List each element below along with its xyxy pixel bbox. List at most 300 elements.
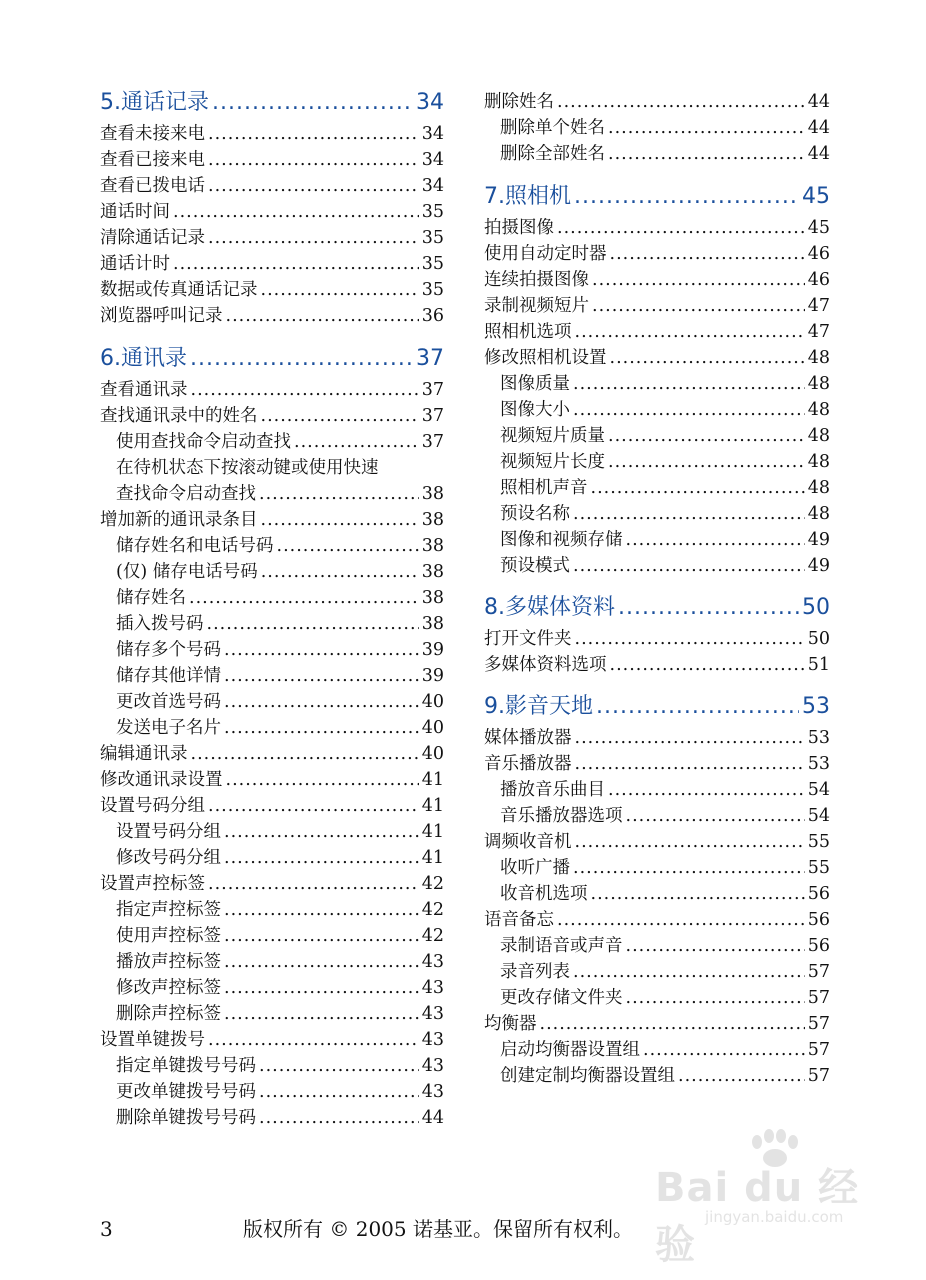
dot-leader — [189, 585, 419, 611]
watermark-logo-text: Bai du 经验 — [655, 1165, 860, 1268]
toc-entry-label: 收音机选项 — [500, 884, 588, 904]
toc-page-number: 38 — [421, 536, 444, 556]
toc-section-heading — [484, 180, 830, 214]
toc-page-number: 56 — [807, 884, 830, 904]
dot-leader — [591, 881, 805, 907]
toc-entry-label: 播放声控标签 — [116, 952, 221, 972]
toc-entry-label: 播放音乐曲目 — [500, 780, 605, 800]
toc-entry-label: 删除姓名 — [484, 92, 554, 112]
dot-leader — [575, 725, 805, 751]
dot-leader — [259, 481, 419, 507]
toc-subentry — [100, 663, 444, 689]
dot-leader — [208, 121, 419, 147]
toc-subentry — [484, 959, 830, 985]
dot-leader — [261, 507, 419, 533]
toc-entry-label: 发送电子名片 — [116, 718, 221, 738]
toc-entry-label: 删除全部姓名 — [500, 144, 605, 164]
dot-leader — [574, 180, 799, 214]
toc-entry-label: 通话计时 — [100, 254, 170, 274]
toc-page-number: 43 — [421, 978, 444, 998]
dot-leader — [678, 1063, 805, 1089]
toc-entry — [484, 215, 830, 241]
toc-entry — [100, 199, 444, 225]
toc-page-number: 35 — [421, 280, 444, 300]
toc-entry-label: 多媒体资料选项 — [484, 655, 607, 675]
toc-entry-label: 修改通讯录设置 — [100, 770, 223, 790]
toc-page-number: 49 — [807, 530, 830, 550]
dot-leader — [224, 949, 419, 975]
toc-subentry — [484, 803, 830, 829]
toc-page-number: 56 — [807, 936, 830, 956]
toc-subentry — [484, 475, 830, 501]
toc-page-number: 35 — [421, 254, 444, 274]
toc-entry-label: 设置单键拨号 — [100, 1030, 205, 1050]
toc-page-number: 44 — [807, 118, 830, 138]
toc-page-number: 39 — [421, 640, 444, 660]
toc-subentry — [100, 845, 444, 871]
toc-entry-label: 数据或传真通话记录 — [100, 280, 258, 300]
toc-entry — [484, 345, 830, 371]
toc-entry-label: 查找命令启动查找 — [116, 484, 256, 504]
toc-entry — [100, 767, 444, 793]
toc-entry — [484, 626, 830, 652]
toc-subentry — [484, 397, 830, 423]
toc-entry-label: 通话时间 — [100, 202, 170, 222]
toc-entry-label: 浏览器呼叫记录 — [100, 306, 223, 326]
toc-entry-label: 设置号码分组 — [100, 796, 205, 816]
toc-page-number: 48 — [807, 400, 830, 420]
toc-page-number: 41 — [421, 770, 444, 790]
toc-page-number: 38 — [421, 510, 444, 530]
dot-leader — [224, 1001, 419, 1027]
toc-page-number: 37 — [421, 432, 444, 452]
toc-entry — [100, 173, 444, 199]
toc-entry-label: 收听广播 — [500, 858, 570, 878]
dot-leader — [592, 293, 805, 319]
toc-subentry — [484, 553, 830, 579]
toc-subentry — [484, 985, 830, 1011]
dot-leader — [208, 871, 419, 897]
toc-page-number: 42 — [421, 874, 444, 894]
toc-entry-label: 查看已拨电话 — [100, 176, 205, 196]
toc-entry-label: 删除声控标签 — [116, 1004, 221, 1024]
toc-page-number: 37 — [416, 346, 444, 371]
dot-leader — [208, 1027, 419, 1053]
toc-entry-label: 储存其他详情 — [116, 666, 221, 686]
toc-entry-label: 照相机声音 — [500, 478, 588, 498]
toc-entry-label: 查看通讯录 — [100, 380, 188, 400]
dot-leader — [557, 215, 805, 241]
dot-leader — [608, 115, 805, 141]
dot-leader — [212, 86, 413, 120]
toc-entry-label: 创建定制均衡器设置组 — [500, 1066, 675, 1086]
dot-leader — [208, 793, 419, 819]
toc-subentry — [100, 533, 444, 559]
toc-page-number: 43 — [421, 952, 444, 972]
toc-entry-label: 修改声控标签 — [116, 978, 221, 998]
dot-leader — [610, 652, 805, 678]
toc-entry — [100, 251, 444, 277]
toc-entry-label: 图像和视频存储 — [500, 530, 623, 550]
toc-page-number: 45 — [807, 218, 830, 238]
toc-entry-label: 在待机状态下按滚动键或使用快速 — [116, 458, 379, 478]
toc-subentry — [484, 141, 830, 167]
toc-page-number: 57 — [807, 1014, 830, 1034]
toc-entry-label: 更改首选号码 — [116, 692, 221, 712]
toc-page-number: 38 — [421, 588, 444, 608]
toc-page-number: 43 — [421, 1082, 444, 1102]
toc-page-number: 36 — [421, 306, 444, 326]
toc-page-number: 57 — [807, 1040, 830, 1060]
dot-leader — [573, 959, 805, 985]
toc-page-number: 53 — [807, 754, 830, 774]
dot-leader — [618, 591, 799, 625]
toc-entry-label: 查看已接来电 — [100, 150, 205, 170]
toc-entry-label: 拍摄图像 — [484, 218, 554, 238]
toc-section-heading — [484, 690, 830, 724]
toc-entry-label: 更改存储文件夹 — [500, 988, 623, 1008]
dot-leader — [224, 975, 419, 1001]
toc-subentry — [484, 777, 830, 803]
toc-page-number: 41 — [421, 796, 444, 816]
toc-page-number: 39 — [421, 666, 444, 686]
dot-leader — [626, 985, 805, 1011]
toc-entry — [484, 725, 830, 751]
toc-entry-label: 储存姓名和电话号码 — [116, 536, 274, 556]
dot-leader — [626, 933, 805, 959]
toc-section-heading — [484, 591, 830, 625]
dot-leader — [540, 1011, 805, 1037]
toc-entry-label: 储存姓名 — [116, 588, 186, 608]
toc-entry-label: 预设模式 — [500, 556, 570, 576]
dot-leader — [208, 173, 419, 199]
dot-leader — [277, 533, 419, 559]
toc-page-number: 47 — [807, 296, 830, 316]
toc-entry-label: 调频收音机 — [484, 832, 572, 852]
toc-entry-label: 设置声控标签 — [100, 874, 205, 894]
toc-entry-label: 视频短片质量 — [500, 426, 605, 446]
dot-leader — [557, 89, 805, 115]
footer-page-number: 3 — [100, 1217, 113, 1241]
toc-page-number: 42 — [421, 926, 444, 946]
dot-leader — [557, 907, 805, 933]
dot-leader — [261, 277, 419, 303]
toc-entry-label: 使用声控标签 — [116, 926, 221, 946]
dot-leader — [573, 397, 805, 423]
toc-page-number: 37 — [421, 406, 444, 426]
toc-entry-label: 录制语音或声音 — [500, 936, 623, 956]
toc-subentry — [100, 689, 444, 715]
dot-leader — [224, 897, 419, 923]
toc-entry-label: 音乐播放器选项 — [500, 806, 623, 826]
dot-leader — [575, 829, 805, 855]
toc-subentry — [100, 429, 444, 455]
toc-subentry — [100, 949, 444, 975]
toc-entry-label: 更改单键拨号号码 — [116, 1082, 256, 1102]
toc-entry — [100, 1027, 444, 1053]
toc-entry-label: 使用查找命令启动查找 — [116, 432, 291, 452]
toc-page-number: 57 — [807, 988, 830, 1008]
toc-page-number: 48 — [807, 374, 830, 394]
dot-leader — [224, 923, 419, 949]
dot-leader — [294, 429, 419, 455]
toc-entry-label: 查找通讯录中的姓名 — [100, 406, 258, 426]
toc-entry — [100, 741, 444, 767]
toc-entry-label: 媒体播放器 — [484, 728, 572, 748]
dot-leader — [573, 855, 805, 881]
toc-page-number: 34 — [421, 150, 444, 170]
dot-leader — [575, 751, 805, 777]
toc-subentry — [100, 897, 444, 923]
toc-entry — [100, 793, 444, 819]
toc-page-number: 47 — [807, 322, 830, 342]
toc-entry-label: 照相机选项 — [484, 322, 572, 342]
toc-entry-label: 图像质量 — [500, 374, 570, 394]
toc-subentry — [100, 1001, 444, 1027]
dot-leader — [259, 1105, 419, 1131]
toc-page-number: 43 — [421, 1004, 444, 1024]
toc-page-number: 46 — [807, 270, 830, 290]
dot-leader — [626, 527, 805, 553]
toc-entry-label: 使用自动定时器 — [484, 244, 607, 264]
dot-leader — [224, 819, 419, 845]
toc-page-number: 40 — [421, 692, 444, 712]
toc-entry-label: 连续拍摄图像 — [484, 270, 589, 290]
toc-subentry — [100, 715, 444, 741]
toc-entry — [100, 377, 444, 403]
toc-page-number: 44 — [807, 144, 830, 164]
toc-entry-label: 音乐播放器 — [484, 754, 572, 774]
toc-entry-label: 修改照相机设置 — [484, 348, 607, 368]
dot-leader — [626, 803, 805, 829]
toc-page-number: 34 — [421, 124, 444, 144]
toc-subentry — [100, 923, 444, 949]
dot-leader — [191, 377, 419, 403]
toc-subentry — [484, 115, 830, 141]
toc-entry-label: 指定声控标签 — [116, 900, 221, 920]
toc-page-number: 57 — [807, 962, 830, 982]
toc-subentry — [484, 371, 830, 397]
dot-leader — [224, 845, 419, 871]
dot-leader — [224, 689, 419, 715]
toc-subentry — [484, 527, 830, 553]
toc-entry-label: 语音备忘 — [484, 910, 554, 930]
toc-subentry — [484, 423, 830, 449]
toc-entry — [484, 1011, 830, 1037]
toc-subentry — [484, 1063, 830, 1089]
toc-page-number: 38 — [421, 562, 444, 582]
toc-entry-label: 7.照相机 — [484, 184, 571, 209]
toc-page-number: 40 — [421, 744, 444, 764]
toc-subentry — [484, 501, 830, 527]
toc-page-number: 48 — [807, 478, 830, 498]
toc-entry-label: 删除单键拨号号码 — [116, 1108, 256, 1128]
toc-section-heading — [100, 86, 444, 120]
dot-leader — [573, 553, 805, 579]
toc-entry — [484, 829, 830, 855]
toc-entry-label: (仅) 储存电话号码 — [116, 562, 258, 582]
toc-subentry — [100, 1079, 444, 1105]
baidu-jingyan-watermark — [655, 1128, 885, 1268]
toc-entry-label: 删除单个姓名 — [500, 118, 605, 138]
toc-entry-label: 录音列表 — [500, 962, 570, 982]
toc-entry-label: 修改号码分组 — [116, 848, 221, 868]
toc-page-number: 48 — [807, 452, 830, 472]
toc-page-number: 51 — [807, 655, 830, 675]
toc-page-number: 34 — [421, 176, 444, 196]
dot-leader — [224, 663, 419, 689]
toc-entry — [484, 241, 830, 267]
dot-leader — [573, 371, 805, 397]
toc-entry — [100, 871, 444, 897]
toc-entry-label: 9.影音天地 — [484, 694, 593, 719]
toc-page-number: 42 — [421, 900, 444, 920]
toc-entry — [100, 277, 444, 303]
dot-leader — [259, 1079, 419, 1105]
dot-leader — [208, 147, 419, 173]
toc-entry — [100, 225, 444, 251]
toc-page-number: 44 — [807, 92, 830, 112]
dot-leader — [573, 501, 805, 527]
toc-entry-label: 图像大小 — [500, 400, 570, 420]
toc-entry — [100, 121, 444, 147]
dot-leader — [261, 559, 419, 585]
dot-leader — [173, 199, 419, 225]
toc-subentry — [100, 1105, 444, 1131]
toc-page-number: 48 — [807, 348, 830, 368]
toc-page-number: 54 — [807, 806, 830, 826]
toc-entry-label: 5.通话记录 — [100, 90, 209, 115]
dot-leader — [190, 342, 413, 376]
toc-entry-label: 查看未接来电 — [100, 124, 205, 144]
toc-entry — [484, 319, 830, 345]
dot-leader — [575, 626, 805, 652]
toc-subentry — [484, 881, 830, 907]
toc-entry-label: 增加新的通讯录条目 — [100, 510, 258, 530]
toc-entry — [484, 907, 830, 933]
toc-page-number: 41 — [421, 822, 444, 842]
toc-entry-label: 预设名称 — [500, 504, 570, 524]
toc-page-number: 43 — [421, 1056, 444, 1076]
dot-leader — [591, 475, 805, 501]
toc-entry-label: 设置号码分组 — [116, 822, 221, 842]
toc-subentry — [484, 933, 830, 959]
dot-leader — [608, 449, 805, 475]
toc-entry-continuation — [100, 455, 444, 481]
dot-leader — [224, 637, 419, 663]
toc-page-number: 38 — [421, 614, 444, 634]
toc-entry — [100, 147, 444, 173]
toc-page-number: 34 — [416, 90, 444, 115]
toc-page-number: 55 — [807, 832, 830, 852]
toc-subentry — [484, 855, 830, 881]
toc-page-number: 37 — [421, 380, 444, 400]
watermark-url: jingyan.baidu.com — [705, 1208, 844, 1226]
toc-entry — [100, 507, 444, 533]
dot-leader — [207, 611, 419, 637]
dot-leader — [173, 251, 419, 277]
dot-leader — [226, 303, 419, 329]
dot-leader — [224, 715, 419, 741]
toc-subentry — [484, 449, 830, 475]
toc-entry-label: 编辑通讯录 — [100, 744, 188, 764]
toc-entry-label: 6.通讯录 — [100, 346, 187, 371]
dot-leader — [259, 1053, 419, 1079]
toc-subentry — [100, 975, 444, 1001]
toc-page-number: 46 — [807, 244, 830, 264]
toc-entry-label: 指定单键拨号号码 — [116, 1056, 256, 1076]
toc-entry-label: 启动均衡器设置组 — [500, 1040, 640, 1060]
toc-page-number: 49 — [807, 556, 830, 576]
dot-leader — [608, 777, 805, 803]
dot-leader — [191, 741, 419, 767]
dot-leader — [610, 241, 805, 267]
toc-entry — [100, 403, 444, 429]
footer-copyright: 版权所有 © 2005 诺基亚。保留所有权利。 — [243, 1217, 633, 1241]
toc-page-number: 48 — [807, 426, 830, 446]
toc-entry-label: 均衡器 — [484, 1014, 537, 1034]
dot-leader — [261, 403, 419, 429]
toc-subentry — [100, 611, 444, 637]
toc-page-number: 35 — [421, 202, 444, 222]
dot-leader — [610, 345, 805, 371]
toc-page-number: 56 — [807, 910, 830, 930]
dot-leader — [608, 141, 805, 167]
toc-page-number: 43 — [421, 1030, 444, 1050]
toc-subentry — [100, 1053, 444, 1079]
dot-leader — [596, 690, 799, 724]
toc-subentry — [100, 481, 444, 507]
toc-entry-label: 清除通话记录 — [100, 228, 205, 248]
toc-entry — [484, 652, 830, 678]
toc-entry-label: 录制视频短片 — [484, 296, 589, 316]
dot-leader — [643, 1037, 805, 1063]
toc-entry-label: 储存多个号码 — [116, 640, 221, 660]
toc-page-number: 54 — [807, 780, 830, 800]
toc-subentry — [100, 585, 444, 611]
toc-subentry — [100, 819, 444, 845]
toc-page-number: 50 — [807, 629, 830, 649]
toc-subentry — [100, 559, 444, 585]
toc-page-number: 40 — [421, 718, 444, 738]
toc-subentry — [100, 637, 444, 663]
toc-entry-label: 8.多媒体资料 — [484, 595, 615, 620]
toc-entry-label: 插入拨号码 — [116, 614, 204, 634]
toc-page-number: 44 — [421, 1108, 444, 1128]
toc-entry — [484, 293, 830, 319]
toc-page-number: 50 — [802, 595, 830, 620]
toc-entry — [484, 751, 830, 777]
toc-entry — [100, 303, 444, 329]
toc-entry — [484, 267, 830, 293]
toc-page-number: 41 — [421, 848, 444, 868]
toc-page-number: 53 — [807, 728, 830, 748]
dot-leader — [208, 225, 419, 251]
toc-entry — [484, 89, 830, 115]
dot-leader — [608, 423, 805, 449]
toc-page-number: 38 — [421, 484, 444, 504]
toc-page-number: 57 — [807, 1066, 830, 1086]
dot-leader — [592, 267, 805, 293]
toc-entry-label: 打开文件夹 — [484, 629, 572, 649]
dot-leader — [575, 319, 805, 345]
toc-page-number: 53 — [802, 694, 830, 719]
toc-page-number: 55 — [807, 858, 830, 878]
toc-entry-label: 视频短片长度 — [500, 452, 605, 472]
toc-subentry — [484, 1037, 830, 1063]
toc-section-heading — [100, 342, 444, 376]
toc-page-number: 48 — [807, 504, 830, 524]
